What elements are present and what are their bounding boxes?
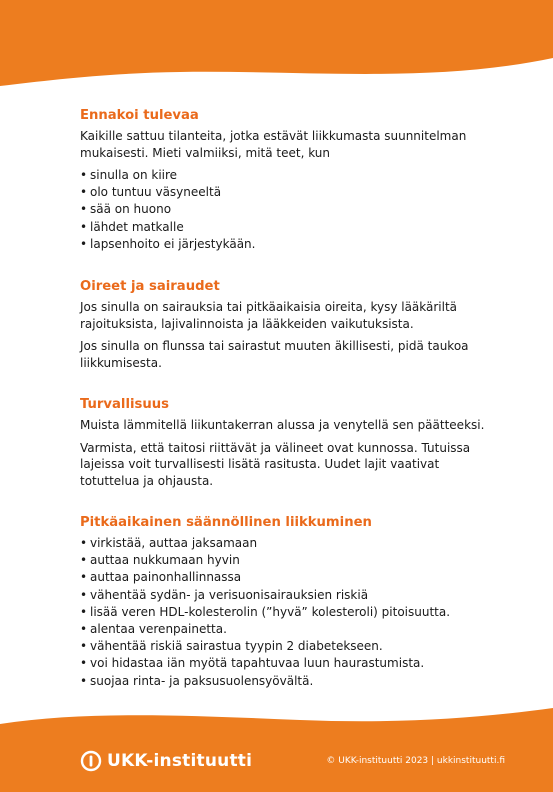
- list-item: • sinulla on kiire: [80, 167, 490, 184]
- list-item: • vähentää riskiä sairastua tyypin 2 diabetekseen.: [80, 638, 490, 655]
- paragraph: Kaikille sattuu tilanteita, jotka estävät liikkumasta suunnitelman mukaisesti. Mieti valmiiksi, mitä teet, kun: [80, 129, 467, 160]
- list-item: • auttaa nukkumaan hyvin: [80, 552, 490, 569]
- list-item: • olo tuntuu väsyneeltä: [80, 184, 490, 201]
- list-item: • suojaa rinta- ja paksusuolensyövältä.: [80, 673, 490, 690]
- section-title: Turvallisuus: [80, 397, 169, 413]
- section-title: Pitkäaikainen säännöllinen liikkuminen: [80, 515, 372, 531]
- paragraph: Jos sinulla on sairauksia tai pitkäaikaisia oireita, kysy lääkäriltä rajoituksista, lajivalinnoista ja lääkkeiden vaikutuksista.: [80, 300, 458, 331]
- list-item: • sää on huono: [80, 201, 490, 218]
- list-item: • alentaa verenpainetta.: [80, 621, 490, 638]
- section-title: Ennakoi tulevaa: [80, 108, 199, 123]
- top-orange-band: [0, 0, 553, 90]
- list-item: • lisää veren HDL-kolesterolin (”hyvä” kolesteroli) pitoisuutta.: [80, 604, 490, 621]
- list-item: • auttaa painonhallinnassa: [80, 569, 490, 586]
- paragraph: Varmista, että taitosi riittävät ja välineet ovat kunnossa. Tutuissa lajeissa voit turvallisesti lisätä rasitusta. Uudet lajit vaativat totuttelua ja ohjausta.: [80, 440, 471, 488]
- list-item: • lähdet matkalle: [80, 219, 490, 236]
- paragraph: Jos sinulla on flunssa tai sairastut muuten äkillisesti, pidä taukoa liikkumisesta.: [80, 339, 469, 370]
- section-ennakoi: [80, 108, 490, 253]
- logo-text: UKK-instituutti: [107, 751, 253, 771]
- list-item: • vähentää sydän- ja verisuonisairauksien riskiä: [80, 587, 490, 604]
- paragraph: Muista lämmitellä liikuntakerran alussa ja venytellä sen päätteeksi.: [80, 418, 485, 433]
- list-item: • lapsenhoito ei järjestykään.: [80, 236, 490, 253]
- ukk-logo: [80, 750, 252, 772]
- ukk-logo-icon: [80, 750, 102, 772]
- list-item: • virkistää, auttaa jaksamaan: [80, 535, 490, 552]
- section-turvallisuus: [80, 397, 490, 489]
- main-content: [80, 108, 490, 716]
- section-title: Oireet ja sairaudet: [80, 279, 220, 295]
- bullet-list: [80, 167, 490, 253]
- list-item: • voi hidastaa iän myötä tapahtuvaa luun haurastumista.: [80, 655, 490, 672]
- section-pitkaaikainen: [80, 515, 490, 690]
- copyright-text: © UKK-instituutti 2023 | ukkinstituutti.fi: [326, 756, 505, 766]
- section-oireet: [80, 279, 490, 371]
- bullet-list: [80, 535, 490, 690]
